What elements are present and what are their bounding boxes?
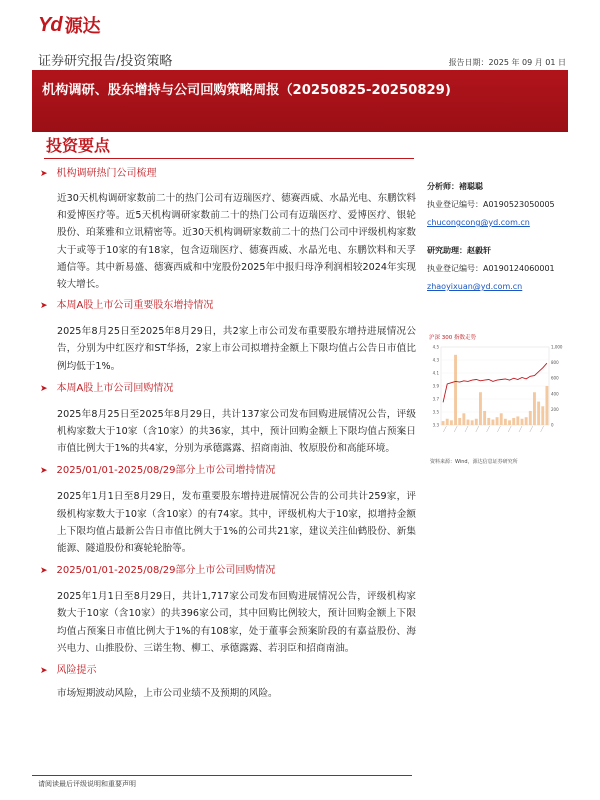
y-left-tick: 4.1 [432,370,439,376]
x-tick [454,426,457,432]
x-tick [476,426,479,432]
section-paragraph: 2025年8月25日至2025年8月29日，共2家上市公司发布重要股东增持进展情况公告，分别为中红医疗和ST华扬，2家上市公司拟增持金额上下限均值占公告日市值比例均低于1%。 [57,326,416,372]
y-left-tick: 3.9 [432,383,439,389]
section-paragraph: 2025年1月1日至8月29日，共计1,717家公司发布回购进展情况公告，评级机构家数大于10家（含10家）的共396家公司，其中回购比例较大，预计回购金额上下限均值占预案日市值比例大于1%的有108家，处于董事会预案阶段的有嘉益股份、海兴电力、山推股份、三诺生物、柳工、承德露露、若羽臣和招商南油。 [57,591,416,654]
volume-bar [491,420,494,425]
x-tick [443,426,446,432]
index-line [443,363,547,402]
company-logo [38,12,101,38]
y-right-tick: 1,000 [551,344,563,350]
assistant-email[interactable]: zhaoyixuan@yd.com.cn [427,282,523,291]
volume-bar [496,417,499,425]
report-date: 报告日期：2025 年 09 月 01 日 [448,58,566,67]
volume-bar [521,419,524,425]
volume-bar [508,420,511,425]
section-block [40,663,416,702]
title-banner [32,70,568,132]
volume-bar [462,413,465,425]
volume-bar [537,402,540,425]
volume-bar [529,411,532,425]
volume-bar [458,418,461,425]
section-block [40,563,416,657]
arrow-icon: ➤ [40,566,48,577]
logo-mark: Yd [38,13,62,36]
arrow-icon: ➤ [40,666,48,677]
x-tick [530,426,533,432]
y-right-tick: 800 [551,360,559,366]
section-divider [44,158,414,159]
section-block [40,298,416,375]
section-heading: ➤ 机构调研热门公司梳理 [40,166,416,182]
volume-bar [500,413,503,425]
x-tick [541,426,544,432]
chart-source: 资料来源：Wind，源达信息证券研究所 [430,459,518,465]
y-right-tick: 400 [551,391,559,397]
section-paragraph: 2025年8月25日至2025年8月29日，共计137家公司发布回购进展情况公告，评级机构家数大于10家（含10家）的共36家，其中，预计回购金额上下限均值占预案日市值比例大于1%的共4家，分别为承德露露、招商南油、牧原股份和高能环境。 [57,408,416,455]
arrow-icon: ➤ [40,466,48,477]
y-right-tick: 200 [551,406,559,412]
footer-disclaimer: 请阅读最后评级说明和重要声明 [38,780,136,788]
section-block [40,166,416,293]
y-left-tick: 3.5 [432,409,439,415]
assistant-registration: 执业登记编号：A0190124060001 [427,264,555,273]
y-left-tick: 4.3 [432,357,439,363]
section-heading: ➤ 本周A股上市公司重要股东增持情况 [40,298,416,314]
section-heading: ➤ 风险提示 [40,663,416,679]
x-tick [508,426,511,432]
analyst-registration: 执业登记编号：A0190523050005 [427,200,555,209]
x-tick [519,426,522,432]
volume-bar [479,392,482,425]
section-heading: ➤ 2025/01/01-2025/08/29部分上市公司回购情况 [40,563,416,579]
arrow-icon: ➤ [40,301,48,312]
volume-bar [442,421,445,425]
volume-bar [512,418,515,425]
section-block [40,463,416,557]
report-type: 证券研究报告/投资策略 [38,54,173,69]
footer-divider [32,775,412,776]
volume-bar [533,392,536,425]
volume-bar [504,419,507,425]
section-title: 投资要点 [46,136,111,155]
analyst-sidebar [427,178,577,296]
report-title: 机构调研、股东增持与公司回购策略周报（20250825-20250829) [42,83,451,98]
section-heading: ➤ 本周A股上市公司回购情况 [40,381,416,397]
y-right-tick: 600 [551,375,559,381]
y-left-tick: 3.3 [432,422,439,428]
section-block [40,381,416,458]
chart-svg [427,341,567,456]
y-left-tick: 3.7 [432,396,439,402]
volume-bar [516,416,519,425]
analyst-name: 分析师：褚聪聪 [427,182,483,191]
section-paragraph: 市场短期波动风险，上市公司业绩不及预期的风险。 [57,688,278,700]
x-tick [487,426,490,432]
volume-bar [471,420,474,425]
section-heading: ➤ 2025/01/01-2025/08/29部分上市公司增持情况 [40,463,416,479]
volume-bar [541,406,544,425]
volume-bar [450,420,453,425]
logo-name: 源达 [64,16,101,37]
main-content [40,166,416,702]
y-left-tick: 4.5 [432,344,439,350]
volume-bar [545,386,548,425]
volume-bar [525,417,528,425]
chart-title: 沪深 300 指数走势 [429,335,476,341]
volume-bar [475,419,478,425]
section-paragraph: 2025年1月1日至8月29日，发布重要股东增持进展情况公告的公司共计259家，评级机构家数大于10家（含10家）的有74家。其中，评级机构大于10家，拟增持金额上下限均值占最新公告日市值比例大于1%的公司共21家，建议关注仙鹤股份、新集能源、隧道股份和赛轮轮胎等。 [57,491,416,555]
x-tick [497,426,500,432]
volume-bar [454,355,457,425]
analyst-email[interactable]: chucongcong@yd.com.cn [427,218,530,227]
assistant-name: 研究助理：赵毅轩 [427,246,491,255]
x-tick [465,426,468,432]
volume-bar [467,420,470,425]
volume-bar [483,411,486,425]
arrow-icon: ➤ [40,169,48,179]
section-paragraph: 近30天机构调研家数前二十的热门公司有迈瑞医疗、德赛西威、水晶光电、东鹏饮料和爱博医疗等。近5天机构调研家数前二十的热门公司有迈瑞医疗、爱博医疗、银轮股份、珀莱雅和立讯精密等。近30天机构调研家数前二十的热门公司中评级机构家数大于或等于10家的有18家，包含迈瑞医疗、德赛西威、水晶光电、东鹏饮料和天孚通信等。其中新易盛、德赛西威和中宠股份2025年中报归母净利润相较2024年实现较大增长。 [57,193,416,291]
index-chart [427,333,567,453]
volume-bar [446,419,449,425]
arrow-icon: ➤ [40,383,48,394]
y-right-tick: 0 [551,422,554,428]
volume-bar [487,418,490,425]
